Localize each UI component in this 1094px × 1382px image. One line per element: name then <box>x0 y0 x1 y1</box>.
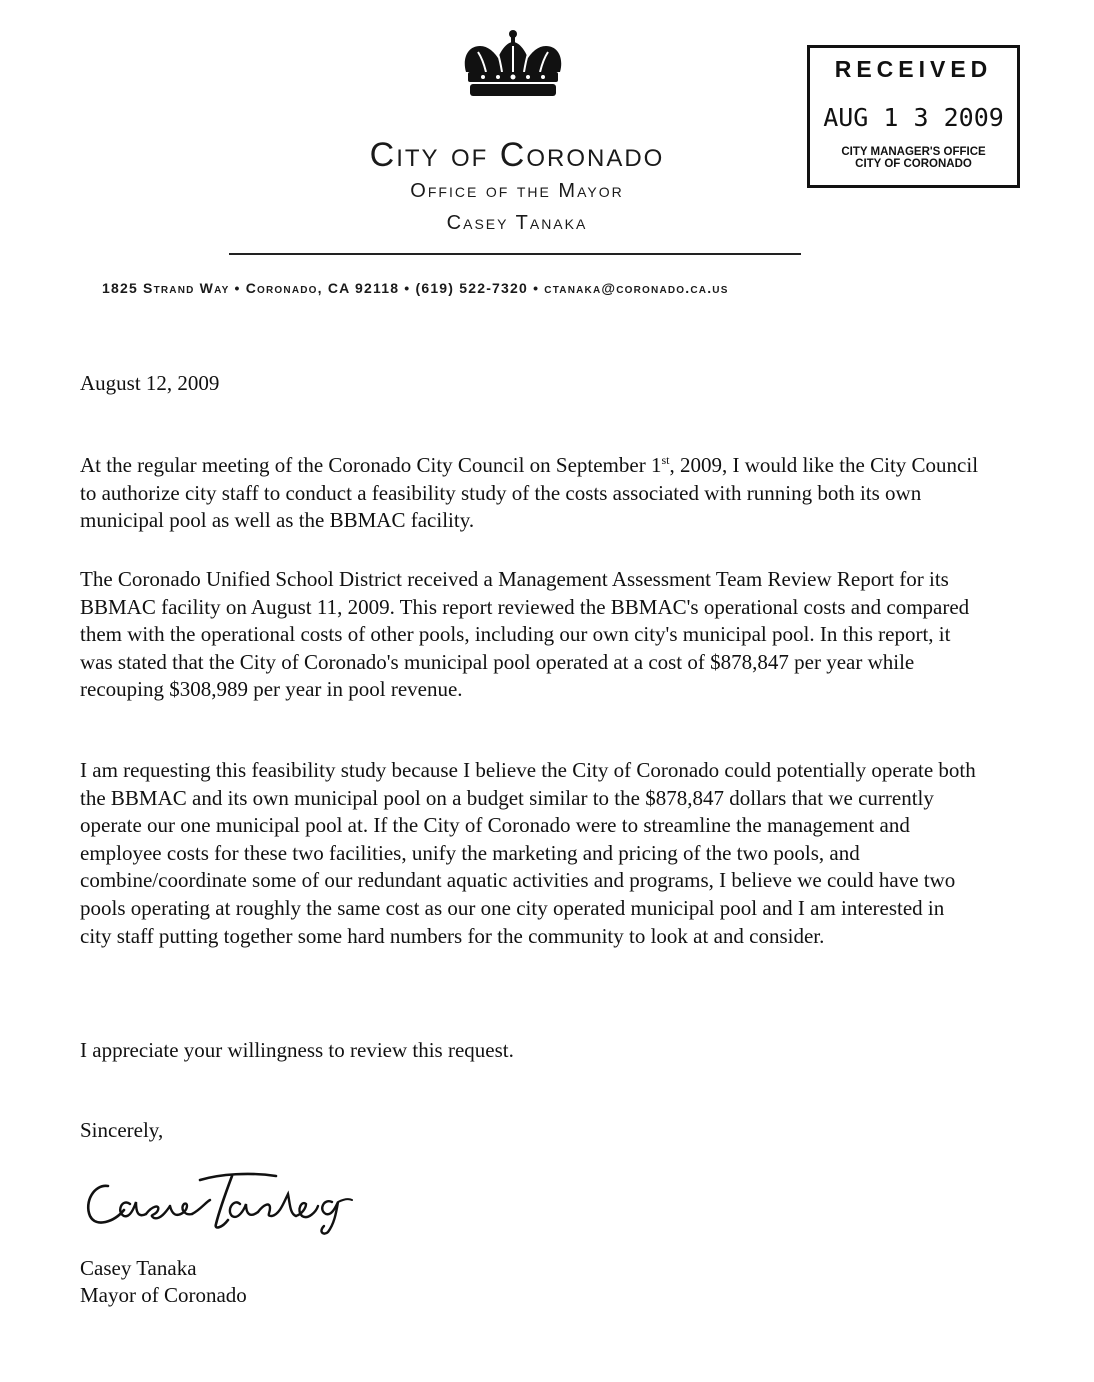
ordinal-suffix: st <box>661 453 670 467</box>
stamp-office-line2: CITY OF CORONADO <box>855 158 972 170</box>
letterhead-divider <box>229 253 801 255</box>
stamp-office <box>810 146 1017 170</box>
letterhead-mayor: Casey Tanaka <box>446 212 588 234</box>
received-stamp <box>807 45 1020 188</box>
letterhead-city: City of Coronado <box>369 136 665 174</box>
closing-salutation: Sincerely, <box>80 1118 164 1142</box>
crown-icon <box>458 28 568 100</box>
letterhead-address: 1825 Strand Way • Coronado, CA 92118 • (619) 522-7320 • ctanaka@coronado.ca.us <box>102 280 729 296</box>
paragraph-2: The Coronado Unified School District received a Management Assessment Team Review Report for its BBMAC facility on August 11, 2009. This report reviewed the BBMAC's operational costs and compared them with the operational costs of other pools, including our own city's municipal pool. In this report, it was stated that the City of Coronado's municipal pool operated at a cost of $878,847 per year while recouping $308,989 per year in pool revenue. <box>80 567 970 702</box>
letterhead-office: Office of the Mayor <box>410 180 624 202</box>
signer-name: Casey Tanaka <box>80 1256 197 1280</box>
paragraph-1 <box>80 452 980 535</box>
paragraph-3: I am requesting this feasibility study because I believe the City of Coronado could potentially operate both the BBMAC and its own municipal pool on a budget similar to the $878,847 dollars that we currently operate our one municipal pool at. If the City of Coronado were to streamline the management and employee costs for these two facilities, unify the marketing and pricing of the two pools, and combine/coordinate some of our redundant aquatic activities and programs, I believe we could have two pools operating at roughly the same cost as our one city operated municipal pool and I am interested in city staff putting together some hard numbers for the community to look at and consider. <box>80 758 976 948</box>
signature <box>80 1158 390 1238</box>
stamp-date: AUG 1 3 2009 <box>823 103 1004 132</box>
stamp-office-line1: CITY MANAGER'S OFFICE <box>841 146 986 158</box>
paragraph-1-start: At the regular meeting of the Coronado City Council on September 1 <box>80 453 662 477</box>
letter-date: August 12, 2009 <box>80 371 220 395</box>
paragraph-1-end: , 2009, I would like the City Council to authorize city staff to conduct a feasibility study of the costs associated with running both its own municipal pool as well as the BBMAC facility. <box>80 453 979 533</box>
stamp-title: RECEIVED <box>834 56 993 82</box>
signer-title: Mayor of Coronado <box>80 1283 247 1307</box>
closing-thanks: I appreciate your willingness to review this request. <box>80 1038 514 1062</box>
